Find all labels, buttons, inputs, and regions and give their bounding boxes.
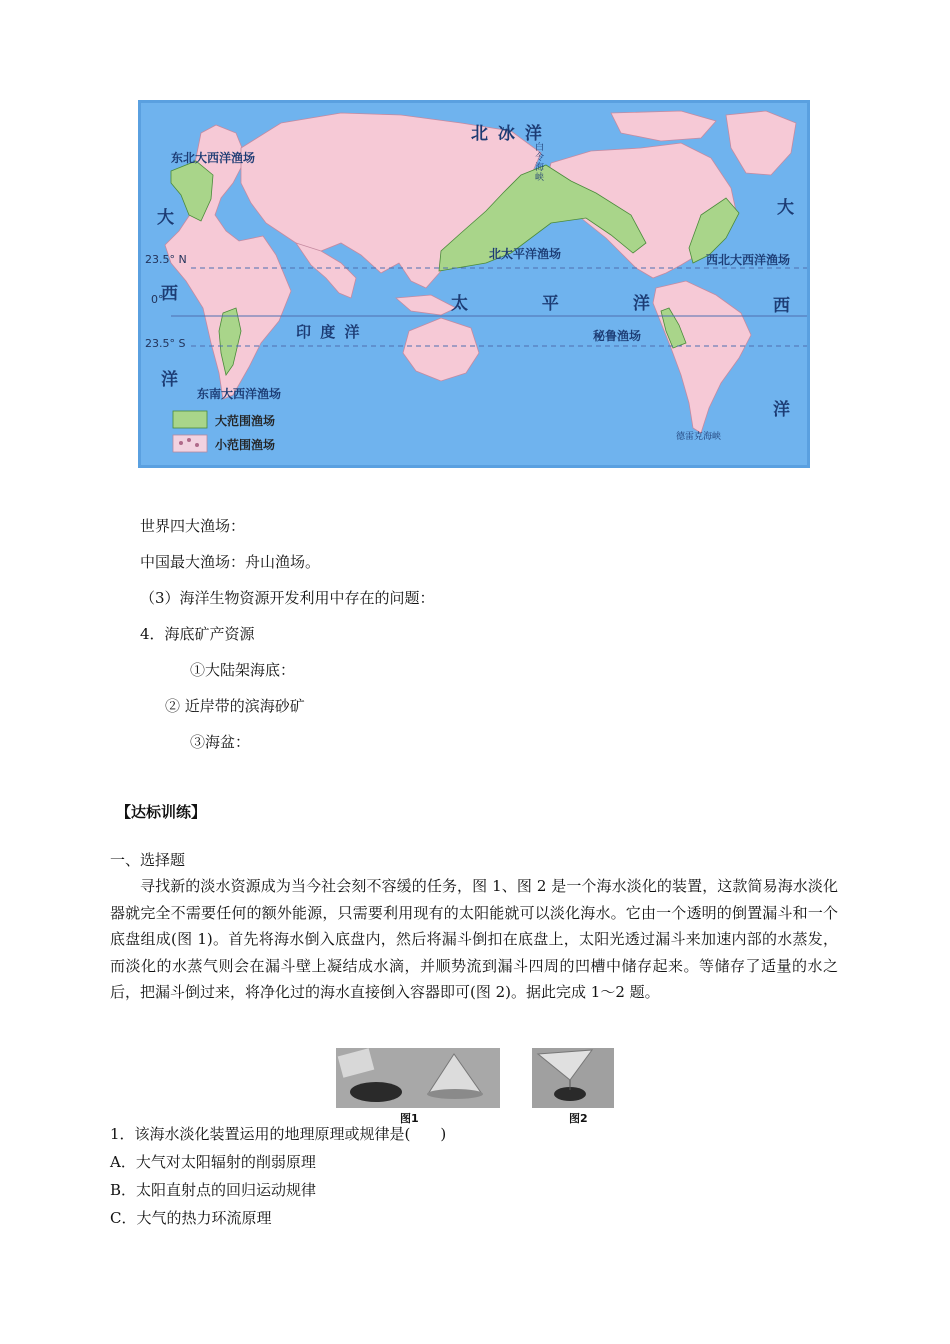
label-atlantic-west-1: 大 — [157, 208, 176, 228]
option-c: C．大气的热力环流原理 — [110, 1209, 272, 1227]
text-coastal-placer: ② 近岸带的滨海砂矿 — [165, 697, 305, 715]
label-atlantic-west-2: 西 — [161, 284, 180, 304]
figure-2-caption: 图2 — [569, 1112, 588, 1125]
figure-1-caption: 图1 — [400, 1112, 419, 1125]
part-title: 一、选择题 — [110, 851, 186, 869]
figure-1-photo — [336, 1048, 500, 1108]
label-northwest-atlantic-fishery: 西北大西洋渔场 — [706, 253, 791, 267]
label-atlantic-east-2: 西 — [773, 296, 792, 316]
option-b: B．太阳直射点的回归运动规律 — [110, 1181, 317, 1199]
label-drake-passage: 德雷克海峡 — [676, 432, 722, 442]
text-seabed-minerals: 4．海底矿产资源 — [140, 625, 255, 643]
text-marine-problems: （3）海洋生物资源开发利用中存在的问题： — [140, 589, 435, 607]
label-arctic-ocean: 北 冰 洋 — [471, 124, 544, 144]
label-southeast-atlantic-fishery: 东南大西洋渔场 — [197, 387, 282, 401]
world-fishery-map — [138, 100, 810, 468]
legend-small-label: 小范围渔场 — [215, 438, 276, 452]
label-indian-ocean: 印 度 洋 — [296, 323, 362, 341]
legend-large-label: 大范围渔场 — [215, 414, 276, 428]
label-lat-north: 23.5° N — [145, 253, 187, 266]
text-china-fishery: 中国最大渔场：舟山渔场。 — [140, 553, 321, 571]
label-atlantic-west-3: 洋 — [161, 370, 180, 390]
legend-large-swatch — [173, 411, 207, 428]
text-world-fisheries: 世界四大渔场： — [140, 517, 246, 535]
label-lat-south: 23.5° S — [145, 337, 186, 350]
label-bering-strait: 白令海峡 — [535, 143, 545, 183]
text-ocean-basin: ③海盆： — [190, 733, 251, 751]
option-a: A．大气对太阳辐射的削弱原理 — [110, 1153, 316, 1171]
label-pacific-ocean: 太 平 洋 — [451, 294, 684, 314]
label-atlantic-east-3: 洋 — [773, 400, 792, 420]
label-peru-fishery: 秘鲁渔场 — [593, 329, 642, 343]
question-1: 1．该海水淡化装置运用的地理原理或规律是( ) — [110, 1125, 447, 1143]
text-continental-shelf: ①大陆架海底： — [190, 661, 296, 679]
label-northeast-atlantic-fishery: 东北大西洋渔场 — [171, 151, 256, 165]
label-lat-equator: 0° — [151, 293, 164, 306]
question-stem-paragraph: 寻找新的淡水资源成为当今社会刻不容缓的任务，图 1、图 2 是一个海水淡化的装置，这款简易海水淡化器就完全不需要任何的额外能源，只需要利用现有的太阳能就可以淡化海水。它由一个透明的倒置漏斗和一个底盘组成(图 1)。首先将海水倒入底盘内，然后将漏斗倒扣在底盘上，太阳光透过漏斗来加速内部的水蒸发，而淡化的水蒸气则会在漏斗壁上凝结成水滴，并顺势流到漏斗四周的凹槽中储存起来。等储存了适量的水之后，把漏斗倒过来，将净化过的海水直接倒入容器即可(图 2)。据此完成 1～2 题。 — [110, 877, 838, 1001]
figure-2-photo — [532, 1048, 614, 1108]
label-north-pacific-fishery: 北太平洋渔场 — [489, 247, 562, 261]
label-atlantic-east-1: 大 — [777, 198, 796, 218]
section-title: 【达标训练】 — [116, 803, 207, 821]
legend-small-swatch — [173, 435, 207, 452]
